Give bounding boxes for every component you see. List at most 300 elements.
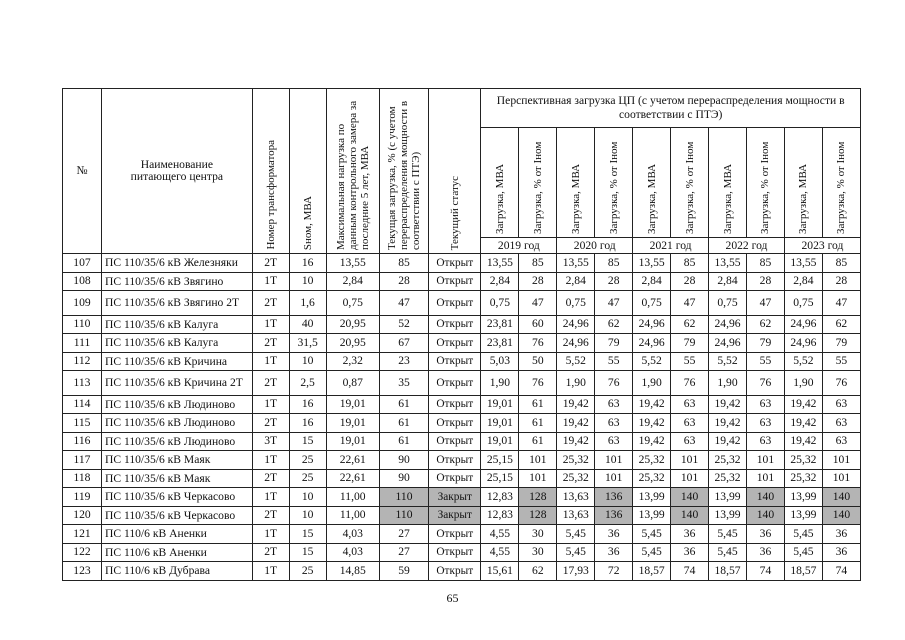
table-row bbox=[63, 562, 861, 581]
cell-load-pct: 47 bbox=[746, 291, 784, 316]
header-load-pct: Загрузка, % от Iном bbox=[519, 128, 557, 238]
cell-num: 114 bbox=[63, 395, 102, 414]
table-row bbox=[63, 254, 861, 273]
cell-current-load: 47 bbox=[379, 291, 428, 316]
header-year: 2020 год bbox=[557, 238, 633, 254]
cell-load-pct: 63 bbox=[671, 414, 709, 433]
header-load-pct: Загрузка, % от Iном bbox=[822, 128, 860, 238]
cell-load-pct: 101 bbox=[595, 451, 633, 470]
cell-load-pct: 61 bbox=[519, 432, 557, 451]
cell-load-mva: 2,84 bbox=[784, 272, 822, 291]
cell-load-pct: 36 bbox=[595, 525, 633, 544]
cell-status: Открыт bbox=[429, 525, 481, 544]
cell-status: Открыт bbox=[429, 469, 481, 488]
cell-load-mva: 24,96 bbox=[633, 334, 671, 353]
cell-load-pct: 140 bbox=[671, 506, 709, 525]
cell-num: 109 bbox=[63, 291, 102, 316]
cell-load-mva: 13,99 bbox=[784, 488, 822, 507]
cell-load-mva: 19,01 bbox=[481, 432, 519, 451]
cell-name: ПС 110/35/6 кВ Кричина 2Т bbox=[101, 371, 252, 396]
cell-load-mva: 18,57 bbox=[784, 562, 822, 581]
cell-transformer: 3Т bbox=[252, 432, 289, 451]
cell-load-mva: 19,42 bbox=[784, 414, 822, 433]
cell-status: Открыт bbox=[429, 395, 481, 414]
cell-load-mva: 24,96 bbox=[557, 315, 595, 334]
header-load-pct: Загрузка, % от Iном bbox=[746, 128, 784, 238]
cell-num: 115 bbox=[63, 414, 102, 433]
cell-load-pct: 47 bbox=[595, 291, 633, 316]
cell-snom: 25 bbox=[289, 469, 326, 488]
cell-name: ПС 110/35/6 кВ Звягино bbox=[101, 272, 252, 291]
cell-name: ПС 110/35/6 кВ Маяк bbox=[101, 451, 252, 470]
cell-load-pct: 63 bbox=[746, 432, 784, 451]
cell-snom: 16 bbox=[289, 254, 326, 273]
cell-name: ПС 110/35/6 кВ Черкасово bbox=[101, 488, 252, 507]
cell-name: ПС 110/35/6 кВ Маяк bbox=[101, 469, 252, 488]
cell-load-mva: 24,96 bbox=[557, 334, 595, 353]
cell-current-load: 35 bbox=[379, 371, 428, 396]
cell-status: Открыт bbox=[429, 543, 481, 562]
cell-load-mva: 25,32 bbox=[709, 469, 747, 488]
table-row bbox=[63, 395, 861, 414]
cell-current-load: 28 bbox=[379, 272, 428, 291]
cell-status: Открыт bbox=[429, 334, 481, 353]
header-current-load: Текущая загрузка, % (с учетом перераспределения мощности в соответствии с ПТЭ) bbox=[379, 89, 428, 254]
table-row bbox=[63, 543, 861, 562]
cell-status: Открыт bbox=[429, 291, 481, 316]
cell-load-pct: 61 bbox=[519, 414, 557, 433]
cell-load-mva: 5,52 bbox=[633, 352, 671, 371]
cell-current-load: 61 bbox=[379, 432, 428, 451]
cell-max-load: 20,95 bbox=[326, 315, 379, 334]
cell-snom: 10 bbox=[289, 272, 326, 291]
cell-load-pct: 140 bbox=[822, 506, 860, 525]
cell-load-pct: 136 bbox=[595, 506, 633, 525]
cell-load-mva: 25,15 bbox=[481, 451, 519, 470]
cell-load-mva: 5,45 bbox=[709, 543, 747, 562]
cell-load-pct: 79 bbox=[746, 334, 784, 353]
cell-load-mva: 1,90 bbox=[557, 371, 595, 396]
cell-num: 121 bbox=[63, 525, 102, 544]
cell-num: 107 bbox=[63, 254, 102, 273]
cell-load-mva: 13,99 bbox=[709, 506, 747, 525]
cell-num: 111 bbox=[63, 334, 102, 353]
cell-load-mva: 2,84 bbox=[633, 272, 671, 291]
cell-load-mva: 13,55 bbox=[557, 254, 595, 273]
cell-load-pct: 76 bbox=[595, 371, 633, 396]
cell-load-mva: 13,55 bbox=[709, 254, 747, 273]
cell-load-pct: 101 bbox=[595, 469, 633, 488]
cell-current-load: 110 bbox=[379, 488, 428, 507]
cell-load-mva: 5,45 bbox=[557, 543, 595, 562]
cell-load-mva: 13,63 bbox=[557, 506, 595, 525]
header-load-mva: Загрузка, МВА bbox=[633, 128, 671, 238]
cell-load-pct: 74 bbox=[671, 562, 709, 581]
cell-current-load: 59 bbox=[379, 562, 428, 581]
cell-load-pct: 72 bbox=[595, 562, 633, 581]
cell-current-load: 90 bbox=[379, 451, 428, 470]
cell-load-pct: 63 bbox=[595, 395, 633, 414]
cell-load-pct: 28 bbox=[746, 272, 784, 291]
cell-load-mva: 25,32 bbox=[633, 451, 671, 470]
cell-load-pct: 62 bbox=[671, 315, 709, 334]
cell-current-load: 61 bbox=[379, 395, 428, 414]
cell-name: ПС 110/35/6 кВ Людиново bbox=[101, 414, 252, 433]
cell-load-pct: 140 bbox=[746, 488, 784, 507]
cell-load-pct: 101 bbox=[746, 469, 784, 488]
cell-current-load: 67 bbox=[379, 334, 428, 353]
table-row bbox=[63, 371, 861, 396]
cell-load-pct: 61 bbox=[519, 395, 557, 414]
cell-load-pct: 63 bbox=[671, 432, 709, 451]
cell-load-mva: 0,75 bbox=[557, 291, 595, 316]
cell-transformer: 1Т bbox=[252, 315, 289, 334]
header-snom: Sном, МВА bbox=[289, 89, 326, 254]
cell-load-mva: 19,42 bbox=[557, 432, 595, 451]
cell-status: Открыт bbox=[429, 254, 481, 273]
cell-name: ПС 110/35/6 кВ Калуга bbox=[101, 334, 252, 353]
cell-load-mva: 25,32 bbox=[557, 451, 595, 470]
cell-load-mva: 18,57 bbox=[709, 562, 747, 581]
cell-load-mva: 1,90 bbox=[481, 371, 519, 396]
cell-current-load: 27 bbox=[379, 525, 428, 544]
cell-load-pct: 28 bbox=[671, 272, 709, 291]
cell-load-pct: 79 bbox=[595, 334, 633, 353]
cell-load-pct: 76 bbox=[519, 371, 557, 396]
cell-num: 123 bbox=[63, 562, 102, 581]
cell-load-mva: 1,90 bbox=[709, 371, 747, 396]
cell-transformer: 1Т bbox=[252, 451, 289, 470]
header-num: № bbox=[63, 89, 102, 254]
cell-load-mva: 13,99 bbox=[709, 488, 747, 507]
cell-load-pct: 101 bbox=[671, 469, 709, 488]
table-row bbox=[63, 432, 861, 451]
cell-load-pct: 63 bbox=[595, 432, 633, 451]
cell-name: ПС 110/6 кВ Дубрава bbox=[101, 562, 252, 581]
header-load-pct: Загрузка, % от Iном bbox=[671, 128, 709, 238]
cell-load-mva: 5,45 bbox=[709, 525, 747, 544]
cell-load-pct: 101 bbox=[746, 451, 784, 470]
cell-snom: 31,5 bbox=[289, 334, 326, 353]
cell-load-mva: 5,52 bbox=[557, 352, 595, 371]
cell-transformer: 1Т bbox=[252, 525, 289, 544]
cell-load-pct: 85 bbox=[822, 254, 860, 273]
cell-snom: 15 bbox=[289, 525, 326, 544]
cell-transformer: 2Т bbox=[252, 506, 289, 525]
cell-snom: 10 bbox=[289, 352, 326, 371]
cell-load-pct: 36 bbox=[671, 543, 709, 562]
cell-load-mva: 19,42 bbox=[633, 395, 671, 414]
table-row bbox=[63, 291, 861, 316]
cell-transformer: 1Т bbox=[252, 488, 289, 507]
table-row bbox=[63, 352, 861, 371]
cell-load-mva: 24,96 bbox=[709, 334, 747, 353]
cell-load-mva: 25,15 bbox=[481, 469, 519, 488]
cell-max-load: 13,55 bbox=[326, 254, 379, 273]
cell-snom: 10 bbox=[289, 506, 326, 525]
cell-load-mva: 5,03 bbox=[481, 352, 519, 371]
cell-load-mva: 23,81 bbox=[481, 315, 519, 334]
cell-load-pct: 140 bbox=[822, 488, 860, 507]
header-load-pct: Загрузка, % от Iном bbox=[595, 128, 633, 238]
cell-load-pct: 85 bbox=[746, 254, 784, 273]
cell-load-pct: 47 bbox=[671, 291, 709, 316]
cell-status: Открыт bbox=[429, 562, 481, 581]
cell-status: Открыт bbox=[429, 352, 481, 371]
cell-load-mva: 0,75 bbox=[633, 291, 671, 316]
cell-load-mva: 24,96 bbox=[709, 315, 747, 334]
cell-transformer: 2Т bbox=[252, 291, 289, 316]
cell-load-mva: 19,42 bbox=[709, 414, 747, 433]
cell-load-mva: 15,61 bbox=[481, 562, 519, 581]
cell-name: ПС 110/35/6 кВ Людиново bbox=[101, 432, 252, 451]
cell-load-pct: 101 bbox=[519, 469, 557, 488]
cell-load-mva: 19,42 bbox=[709, 432, 747, 451]
cell-load-mva: 5,45 bbox=[557, 525, 595, 544]
cell-load-pct: 55 bbox=[671, 352, 709, 371]
cell-load-mva: 19,42 bbox=[633, 414, 671, 433]
cell-status: Закрыт bbox=[429, 506, 481, 525]
cell-load-pct: 36 bbox=[746, 525, 784, 544]
cell-load-pct: 85 bbox=[519, 254, 557, 273]
cell-load-mva: 1,90 bbox=[633, 371, 671, 396]
cell-max-load: 22,61 bbox=[326, 451, 379, 470]
header-year: 2023 год bbox=[784, 238, 860, 254]
cell-snom: 15 bbox=[289, 432, 326, 451]
cell-num: 116 bbox=[63, 432, 102, 451]
cell-name: ПС 110/35/6 кВ Калуга bbox=[101, 315, 252, 334]
cell-load-pct: 50 bbox=[519, 352, 557, 371]
cell-transformer: 2Т bbox=[252, 334, 289, 353]
cell-load-pct: 60 bbox=[519, 315, 557, 334]
header-perspective: Перспективная загрузка ЦП (с учетом перераспределения мощности в соответствии с ПТЭ) bbox=[481, 89, 861, 128]
cell-snom: 15 bbox=[289, 543, 326, 562]
header-transformer: Номер трансформатора bbox=[252, 89, 289, 254]
cell-current-load: 85 bbox=[379, 254, 428, 273]
cell-load-pct: 101 bbox=[822, 469, 860, 488]
cell-current-load: 27 bbox=[379, 543, 428, 562]
cell-load-pct: 36 bbox=[671, 525, 709, 544]
cell-load-pct: 55 bbox=[746, 352, 784, 371]
cell-status: Закрыт bbox=[429, 488, 481, 507]
cell-num: 119 bbox=[63, 488, 102, 507]
table-row bbox=[63, 506, 861, 525]
cell-snom: 16 bbox=[289, 414, 326, 433]
cell-load-mva: 5,52 bbox=[709, 352, 747, 371]
cell-current-load: 52 bbox=[379, 315, 428, 334]
table-row bbox=[63, 334, 861, 353]
cell-snom: 2,5 bbox=[289, 371, 326, 396]
cell-current-load: 23 bbox=[379, 352, 428, 371]
cell-load-mva: 0,75 bbox=[481, 291, 519, 316]
cell-load-pct: 63 bbox=[746, 395, 784, 414]
cell-load-mva: 5,45 bbox=[633, 543, 671, 562]
header-load-mva: Загрузка, МВА bbox=[557, 128, 595, 238]
cell-load-pct: 101 bbox=[822, 451, 860, 470]
cell-transformer: 2Т bbox=[252, 414, 289, 433]
header-load-mva: Загрузка, МВА bbox=[481, 128, 519, 238]
cell-load-pct: 79 bbox=[822, 334, 860, 353]
cell-load-mva: 12,83 bbox=[481, 488, 519, 507]
cell-load-pct: 101 bbox=[671, 451, 709, 470]
cell-load-mva: 0,75 bbox=[784, 291, 822, 316]
cell-load-mva: 1,90 bbox=[784, 371, 822, 396]
cell-current-load: 90 bbox=[379, 469, 428, 488]
cell-max-load: 11,00 bbox=[326, 506, 379, 525]
cell-name: ПС 110/35/6 кВ Черкасово bbox=[101, 506, 252, 525]
substation-load-table bbox=[62, 88, 861, 581]
cell-load-mva: 19,42 bbox=[557, 395, 595, 414]
cell-load-pct: 55 bbox=[822, 352, 860, 371]
cell-max-load: 0,87 bbox=[326, 371, 379, 396]
cell-load-pct: 62 bbox=[519, 562, 557, 581]
cell-load-pct: 140 bbox=[746, 506, 784, 525]
header-status: Текущий статус bbox=[429, 89, 481, 254]
cell-name: ПС 110/35/6 кВ Железняки bbox=[101, 254, 252, 273]
cell-load-pct: 47 bbox=[822, 291, 860, 316]
header-year: 2019 год bbox=[481, 238, 557, 254]
cell-snom: 25 bbox=[289, 451, 326, 470]
cell-status: Открыт bbox=[429, 432, 481, 451]
cell-transformer: 2Т bbox=[252, 469, 289, 488]
cell-load-pct: 79 bbox=[671, 334, 709, 353]
cell-load-mva: 19,01 bbox=[481, 395, 519, 414]
cell-load-pct: 36 bbox=[822, 525, 860, 544]
cell-load-pct: 55 bbox=[595, 352, 633, 371]
cell-load-pct: 36 bbox=[822, 543, 860, 562]
cell-load-mva: 19,42 bbox=[557, 414, 595, 433]
cell-load-pct: 28 bbox=[822, 272, 860, 291]
cell-load-mva: 23,81 bbox=[481, 334, 519, 353]
cell-load-pct: 76 bbox=[822, 371, 860, 396]
cell-max-load: 11,00 bbox=[326, 488, 379, 507]
cell-name: ПС 110/35/6 кВ Людиново bbox=[101, 395, 252, 414]
cell-load-pct: 63 bbox=[671, 395, 709, 414]
cell-load-mva: 4,55 bbox=[481, 525, 519, 544]
cell-num: 118 bbox=[63, 469, 102, 488]
cell-num: 117 bbox=[63, 451, 102, 470]
cell-name: ПС 110/6 кВ Аненки bbox=[101, 525, 252, 544]
cell-load-pct: 62 bbox=[595, 315, 633, 334]
cell-load-pct: 30 bbox=[519, 543, 557, 562]
cell-load-pct: 63 bbox=[822, 414, 860, 433]
cell-max-load: 22,61 bbox=[326, 469, 379, 488]
cell-load-pct: 76 bbox=[519, 334, 557, 353]
cell-max-load: 4,03 bbox=[326, 525, 379, 544]
header-year: 2022 год bbox=[709, 238, 785, 254]
cell-load-mva: 24,96 bbox=[633, 315, 671, 334]
cell-max-load: 20,95 bbox=[326, 334, 379, 353]
table-row bbox=[63, 525, 861, 544]
cell-transformer: 1Т bbox=[252, 395, 289, 414]
cell-load-mva: 25,32 bbox=[784, 451, 822, 470]
cell-load-pct: 76 bbox=[671, 371, 709, 396]
cell-load-pct: 136 bbox=[595, 488, 633, 507]
cell-load-mva: 0,75 bbox=[709, 291, 747, 316]
cell-load-pct: 63 bbox=[822, 395, 860, 414]
cell-num: 112 bbox=[63, 352, 102, 371]
cell-snom: 40 bbox=[289, 315, 326, 334]
cell-load-mva: 17,93 bbox=[557, 562, 595, 581]
cell-load-pct: 128 bbox=[519, 506, 557, 525]
cell-transformer: 1Т bbox=[252, 562, 289, 581]
cell-status: Открыт bbox=[429, 371, 481, 396]
cell-load-mva: 19,01 bbox=[481, 414, 519, 433]
cell-max-load: 19,01 bbox=[326, 432, 379, 451]
page-number: 65 bbox=[446, 591, 459, 605]
cell-name: ПС 110/35/6 кВ Звягино 2Т bbox=[101, 291, 252, 316]
cell-load-pct: 28 bbox=[595, 272, 633, 291]
cell-load-pct: 101 bbox=[519, 451, 557, 470]
cell-max-load: 19,01 bbox=[326, 414, 379, 433]
cell-snom: 25 bbox=[289, 562, 326, 581]
header-load-mva: Загрузка, МВА bbox=[784, 128, 822, 238]
header-load-mva: Загрузка, МВА bbox=[709, 128, 747, 238]
cell-status: Открыт bbox=[429, 414, 481, 433]
cell-transformer: 1Т bbox=[252, 272, 289, 291]
cell-num: 120 bbox=[63, 506, 102, 525]
cell-load-mva: 24,96 bbox=[784, 334, 822, 353]
cell-load-pct: 62 bbox=[822, 315, 860, 334]
cell-load-pct: 47 bbox=[519, 291, 557, 316]
cell-load-mva: 18,57 bbox=[633, 562, 671, 581]
cell-load-pct: 36 bbox=[746, 543, 784, 562]
cell-load-mva: 13,63 bbox=[557, 488, 595, 507]
cell-status: Открыт bbox=[429, 315, 481, 334]
table-row bbox=[63, 469, 861, 488]
header-year: 2021 год bbox=[633, 238, 709, 254]
cell-load-pct: 62 bbox=[746, 315, 784, 334]
cell-load-mva: 2,84 bbox=[481, 272, 519, 291]
table-row bbox=[63, 315, 861, 334]
cell-load-pct: 140 bbox=[671, 488, 709, 507]
cell-load-pct: 28 bbox=[519, 272, 557, 291]
cell-snom: 16 bbox=[289, 395, 326, 414]
cell-status: Открыт bbox=[429, 451, 481, 470]
cell-num: 108 bbox=[63, 272, 102, 291]
cell-snom: 1,6 bbox=[289, 291, 326, 316]
cell-load-mva: 2,84 bbox=[709, 272, 747, 291]
cell-load-mva: 25,32 bbox=[709, 451, 747, 470]
cell-load-pct: 85 bbox=[671, 254, 709, 273]
cell-load-mva: 13,99 bbox=[633, 506, 671, 525]
cell-load-mva: 13,55 bbox=[633, 254, 671, 273]
cell-max-load: 0,75 bbox=[326, 291, 379, 316]
header-name: Наименование питающего центра bbox=[101, 89, 252, 254]
cell-load-mva: 2,84 bbox=[557, 272, 595, 291]
cell-load-mva: 19,42 bbox=[633, 432, 671, 451]
cell-max-load: 2,32 bbox=[326, 352, 379, 371]
cell-load-mva: 5,45 bbox=[784, 525, 822, 544]
cell-load-mva: 19,42 bbox=[709, 395, 747, 414]
table-row bbox=[63, 414, 861, 433]
cell-load-mva: 13,99 bbox=[784, 506, 822, 525]
cell-load-mva: 12,83 bbox=[481, 506, 519, 525]
cell-load-mva: 13,55 bbox=[481, 254, 519, 273]
cell-load-mva: 4,55 bbox=[481, 543, 519, 562]
cell-load-mva: 19,42 bbox=[784, 432, 822, 451]
cell-load-mva: 19,42 bbox=[784, 395, 822, 414]
cell-load-pct: 63 bbox=[746, 414, 784, 433]
cell-max-load: 4,03 bbox=[326, 543, 379, 562]
cell-name: ПС 110/6 кВ Аненки bbox=[101, 543, 252, 562]
cell-load-pct: 63 bbox=[595, 414, 633, 433]
table-row bbox=[63, 488, 861, 507]
cell-load-pct: 74 bbox=[822, 562, 860, 581]
cell-load-mva: 5,45 bbox=[633, 525, 671, 544]
cell-num: 110 bbox=[63, 315, 102, 334]
cell-load-mva: 25,32 bbox=[784, 469, 822, 488]
